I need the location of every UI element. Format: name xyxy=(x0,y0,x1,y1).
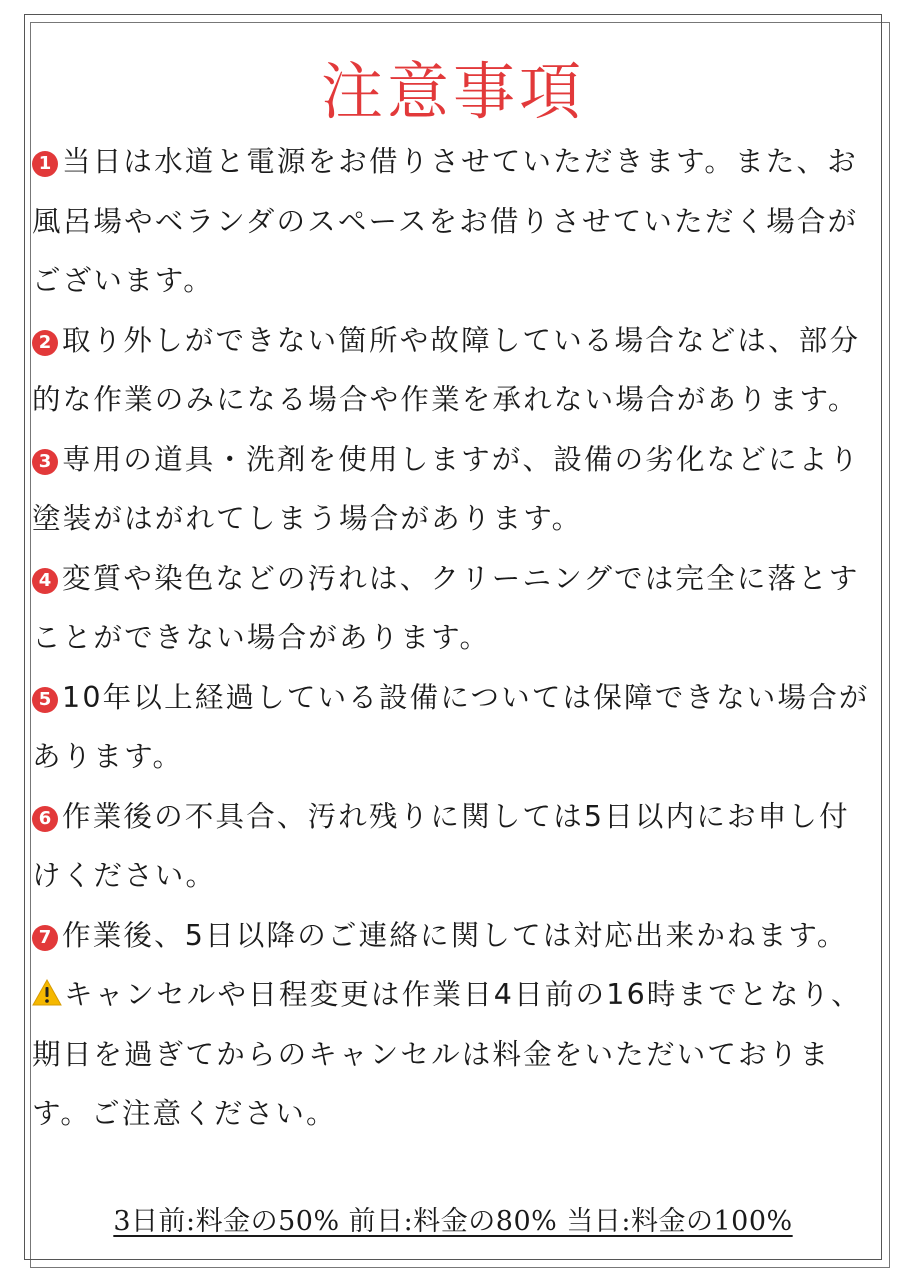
notice-item-3 xyxy=(32,430,872,549)
cancellation-notice xyxy=(32,965,872,1144)
notice-text-1: 当日は水道と電源をお借りさせていただきます。また、お風呂場やベランダのスペースをお借りさせていただく場合がございます。 xyxy=(32,145,859,297)
notice-item-6 xyxy=(32,787,872,906)
number-badge-6: 6 xyxy=(32,806,58,832)
notice-text-6: 作業後の不具合、汚れ残りに関しては5日以内にお申し付けください。 xyxy=(32,799,850,892)
notice-item-7 xyxy=(32,906,872,966)
notice-text-7: 作業後、5日以降のご連絡に関しては対応出来かねます。 xyxy=(62,918,848,952)
number-badge-3: 3 xyxy=(32,449,58,475)
cancellation-fees xyxy=(0,1202,906,1242)
number-badge-5: 5 xyxy=(32,687,58,713)
notice-item-1 xyxy=(32,132,872,311)
notice-item-4 xyxy=(32,549,872,668)
cancellation-text: キャンセルや日程変更は作業日4日前の16時までとなり、期日を過ぎてからのキャンセルは料金をいただいております。ご注意ください。 xyxy=(32,978,862,1130)
number-badge-4: 4 xyxy=(32,568,58,594)
notice-text-3: 専用の道具・洗剤を使用しますが、設備の劣化などにより塗装がはがれてしまう場合があります。 xyxy=(32,442,861,535)
notice-list xyxy=(32,132,872,1144)
number-badge-2: 2 xyxy=(32,330,58,356)
number-badge-7: 7 xyxy=(32,925,58,951)
number-badge-1: 1 xyxy=(32,151,58,177)
fee-schedule: 3日前:料金の50% 前日:料金の80% 当日:料金の100% xyxy=(113,1206,793,1237)
notice-item-5 xyxy=(32,668,872,787)
warning-icon xyxy=(32,968,62,996)
notice-text-5: 10年以上経過している設備については保障できない場合があります。 xyxy=(32,680,870,773)
notice-text-2: 取り外しができない箇所や故障している場合などは、部分的な作業のみになる場合や作業を承れない場合があります。 xyxy=(32,323,861,416)
page-title: 注意事項 xyxy=(320,55,585,128)
notice-text-4: 変質や染色などの汚れは、クリーニングでは完全に落とすことができない場合があります。 xyxy=(32,561,860,654)
notice-item-2 xyxy=(32,311,872,430)
